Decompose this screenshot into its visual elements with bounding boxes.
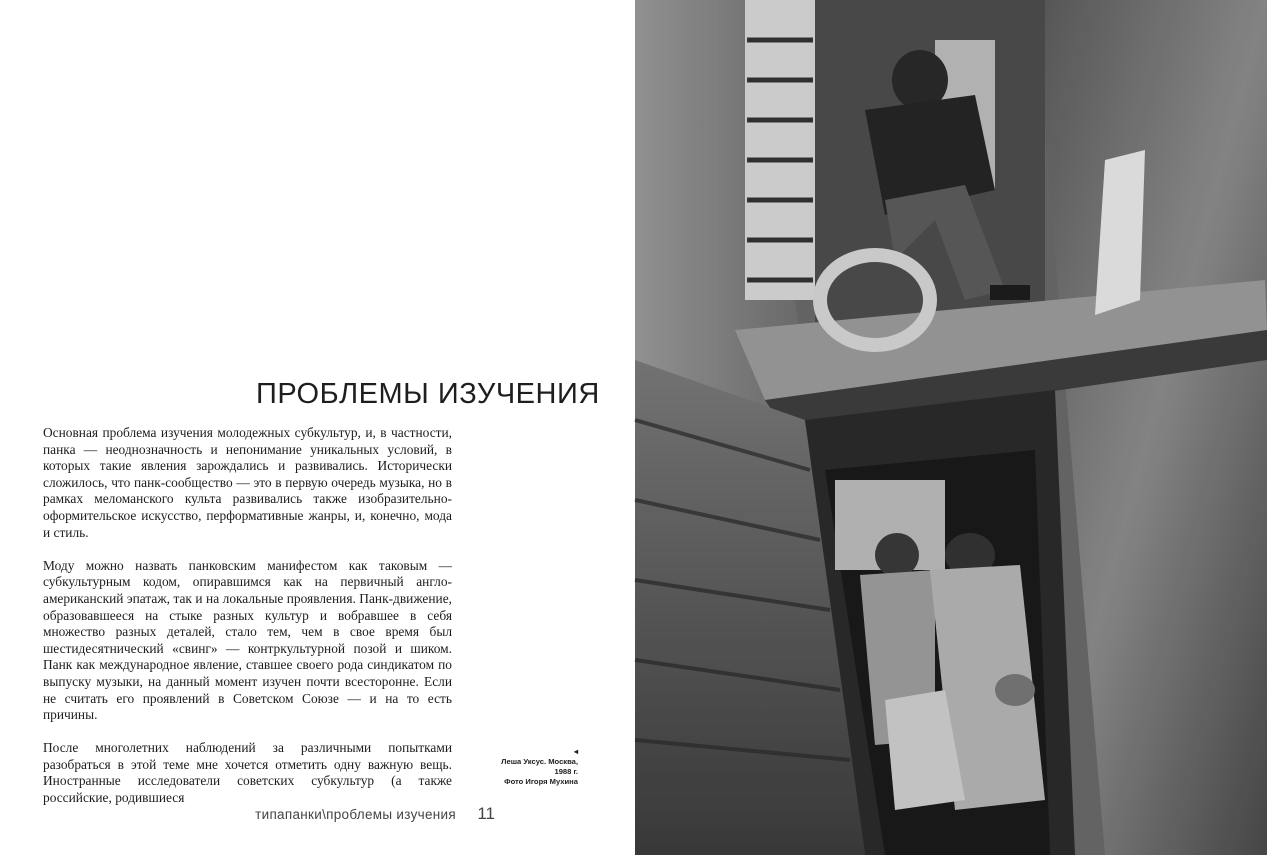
caption-line-1: Леша Уксус. Москва,: [501, 757, 578, 766]
paragraph-3: После многолетних наблюдений за различными попытками разобраться в этой теме мне хочется отметить одну важную вещь. Иностранные исследователи советских субкультур (а также российские, родившиеся: [43, 740, 452, 806]
running-head: типапанки\проблемы изучения: [255, 807, 456, 822]
caption-line-2: 1988 г.: [554, 767, 578, 776]
caption-line-3: Фото Игоря Мухина: [504, 777, 578, 786]
body-text: [43, 425, 452, 806]
photo-caption: [486, 747, 578, 787]
page-footer: [200, 803, 500, 827]
paragraph-1: Основная проблема изучения молодежных субкультур, и, в частности, панка — неоднозначность и непонимание уникальных условий, в которых такие явления зарождались и развивались. Исторически сложилось, что панк-сообщество — это в первую очередь музыка, но в рамках меломанского культа развивались также изобразительно-оформительское искусство, перформативные жанры, и, конечно, мода и стиль.: [43, 425, 452, 540]
paragraph-2: Моду можно назвать панковским манифестом как таковым — субкультурным кодом, опиравшимся как на первичный англо-американский эпатаж, так и на локальные проявления. Панк-движение, образовавшееся на стыке разных культур и вобравшее в себя множество разных деталей, стало тем, чем в свое время был шестидесятнический «свинг» — контркультурной позой и шиком. Панк как международное явление, ставшее своего рода синдикатом по выпуску музыки, на данный момент изучен почти всесторонне. Если не считать его проявлений в Советском Союзе — и на то есть причины.: [43, 557, 452, 723]
chapter-title: ПРОБЛЕМЫ ИЗУЧЕНИЯ: [256, 378, 600, 410]
photo-image: [635, 0, 1267, 855]
page-number: 11: [477, 804, 495, 823]
caption-arrow-icon: ◂: [573, 747, 578, 756]
